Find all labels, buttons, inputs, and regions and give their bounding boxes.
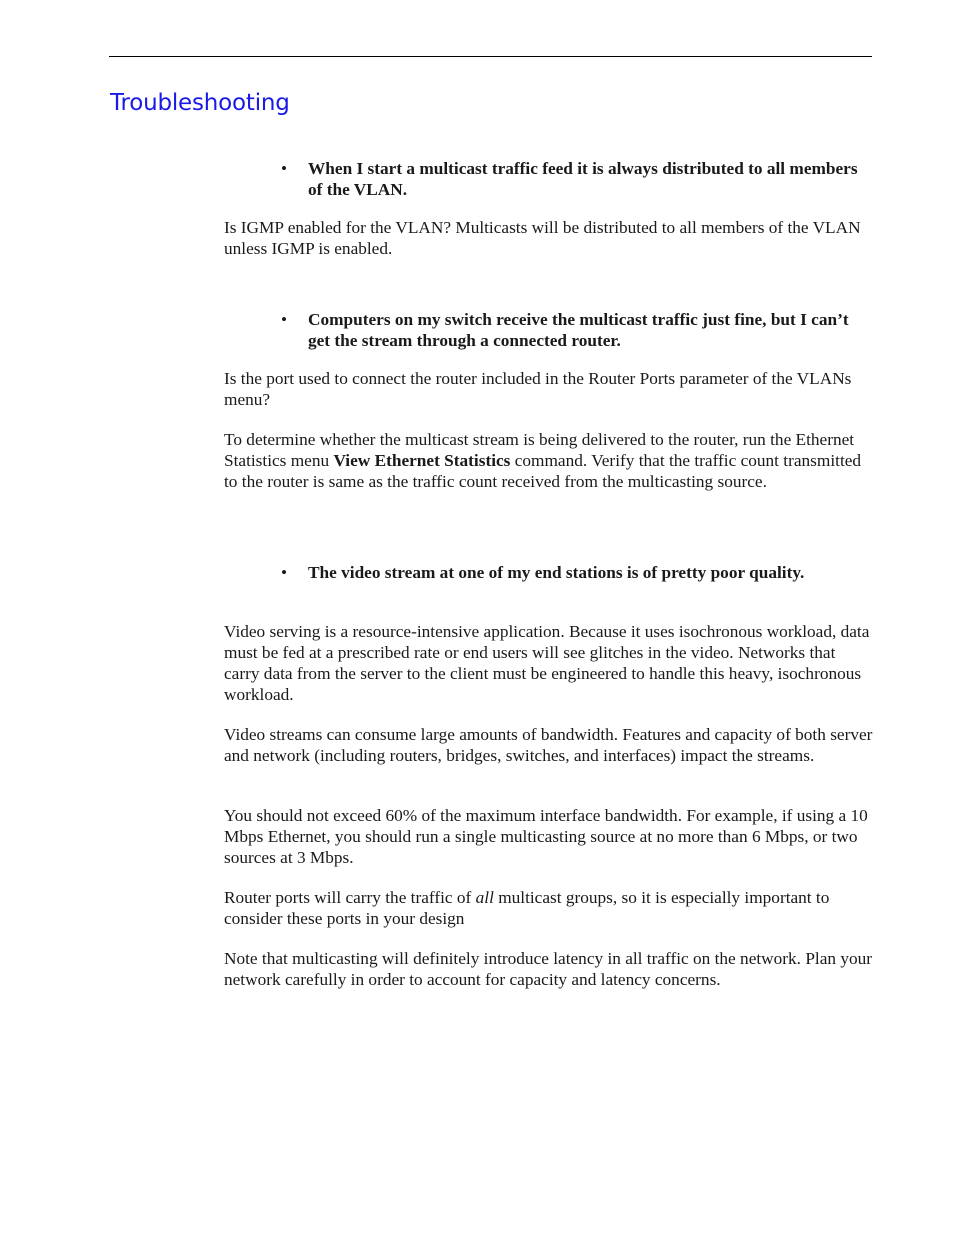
bullet-icon: • <box>281 159 288 178</box>
question-text: The video stream at one of my end stations is of pretty poor quality. <box>308 563 805 582</box>
answer-3-paragraph-3: You should not exceed 60% of the maximum interface bandwidth. For example, if using a 10 Mbps Ethernet, you should run a single multicasting source at no more than 6 Mbps, or two sources at 3 Mbps. <box>224 806 868 867</box>
answer-3-paragraph-1: Video serving is a resource-intensive application. Because it uses isochronous workload, data must be fed at a prescribed rate or end users will see glitches in the video. Networks that carry data from the server to the client must be engineered to handle this heavy, isochronous workload. <box>224 622 870 704</box>
faq-question-1 <box>281 158 871 200</box>
header-rule <box>109 56 872 57</box>
section-heading: Troubleshooting <box>110 90 290 116</box>
faq-question-3 <box>281 562 871 583</box>
command-name: View Ethernet Statistics <box>333 451 511 470</box>
bullet-icon: • <box>281 563 288 582</box>
faq-question-2 <box>281 309 871 351</box>
answer-2-paragraph-1: Is the port used to connect the router included in the Router Ports parameter of the VLANs menu? <box>224 369 852 409</box>
emphasis-all: all <box>475 888 494 907</box>
answer-3-paragraph-5: Note that multicasting will definitely introduce latency in all traffic on the network. Plan your network carefully in order to account for capacity and latency concerns. <box>224 949 873 989</box>
question-text: When I start a multicast traffic feed it is always distributed to all members of the VLAN. <box>308 159 858 199</box>
question-text: Computers on my switch receive the multicast traffic just fine, but I can’t get the stream through a connected router. <box>308 310 849 350</box>
answer-1-paragraph: Is IGMP enabled for the VLAN? Multicasts will be distributed to all members of the VLAN unless IGMP is enabled. <box>224 218 861 258</box>
answer-3-paragraph-4: Router ports will carry the traffic of all multicast groups, so it is especially important to consider these ports in your design <box>224 888 830 928</box>
answer-3-paragraph-2: Video streams can consume large amounts of bandwidth. Features and capacity of both server and network (including routers, bridges, switches, and interfaces) impact the streams. <box>224 725 873 765</box>
bullet-icon: • <box>281 310 288 329</box>
answer-2-paragraph-2: To determine whether the multicast stream is being delivered to the router, run the Ethernet Statistics menu View Ethernet Statistics command. Verify that the traffic count transmitted to the router is same as the traffic count received from the multicasting source. <box>224 430 862 491</box>
